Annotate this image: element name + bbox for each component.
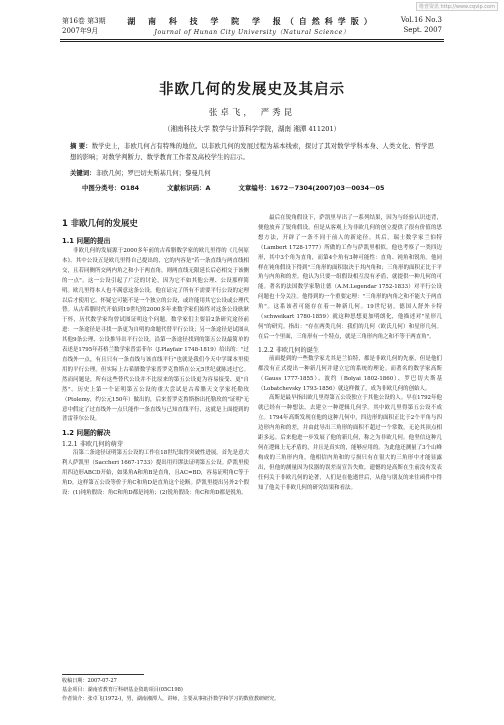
abstract-text: 数学史上，非欧几何占有特殊的地位。以非欧几何的发展过程为基本线索，探讨了其对数学学科本身、人类文化、哲学思想的影响；对数学判断力、数学教育工作者及高校学生的启示。 <box>70 142 435 161</box>
issue-label: 第16卷 第3期 <box>62 17 106 25</box>
subsection-heading: 1.2 问题的解决 <box>62 429 111 438</box>
clc-number: 中图分类号：O184 <box>82 184 140 192</box>
body-paragraph: 高斯是最早指出欧几里得第五公设独立于其他公设的人。早在1792年他就已经有一种想法，去建立一种逻辑几何学。其中欧几里得第五公设不成立。1794年高斯发现在他的这种几何中，四边形的面积正比于2个平角与四边形内角和的差，并由此导出三角形的面积不超过一个常数，无论其顶点相距多远。后来他进一步发展了他的新几何，称之为非欧几何。他坚信这种几何在逻辑上无矛盾的，并且是真实的，能够应用的。为此他还测量了3个山峰构成的三角形内角，他相信内角和的亏损只有在很大的三角形中才能显露出，但他的测量因为仪器的误差而宣告失败。遗憾的是高斯在生前没有发表任何关于非欧几何的论著，人们是在他逝世后，从他与朋友的来往函件中得知了他关于非欧几何的研究结果和看法。 <box>258 395 442 491</box>
subsubsection-heading: 1.2.1 非欧几何的萌芽 <box>62 441 124 449</box>
author-affiliation: （湘南科技大学 数学与计算科学学院，湖南 湘潭 411201） <box>163 125 341 133</box>
received-date: 收稿日期：2007-07-27 <box>62 678 117 684</box>
volume-label: Vol.16 No.3 <box>400 16 442 24</box>
issue-date-en: Sept. 2007 <box>403 26 442 34</box>
article-authors: 张卓飞， 严秀昆 <box>208 108 296 118</box>
watermark-stamp: 维普资讯 http://www.cqvip.com <box>416 2 498 11</box>
journal-title-en: Journal of Hunan City University（Natural Science） <box>154 29 350 36</box>
subsection-heading: 1.1 问题的提出 <box>62 237 111 245</box>
subsubsection-heading: 1.2.2 非欧几何的诞生 <box>258 346 320 354</box>
body-paragraph: 最后在锐角假设下，萨凯里导出了一系列结果，因为与经验认识违背，便他放弃了锐角假设。但是从客观上为非欧几何的创立提供了很有价值的思想方法，开辟了一条不同于前人的新途径。其后，瑞士数学家兰伯特（Lambert 1728-1777）所做的工作与萨凯里相似。他也考察了一类四边形，其中3个角为直角，而第4个角有3种可能性：直角、钝角和锐角。他同样在钝角假设下得到"三角形的面积取决于其内角和；三角形的面积正比于平角与内角和的差。他认为只要一组假设相互没有矛盾，就提供一种几何的可能。著名的法国数学家勒让德（A.M.Legendar 1752-1833）对平行公设问题也十分关注。他得到的一个重要定理："三角形的内角之和不能大于两直角"。这系该者可能存在着一种新几何。19世纪初，德国人舒外卡特（schweikart 1780-1859）就这种思想更加明朗化，他描述对"星形几何"的研究。指出："存在两类几何：我们的几何（欧氏几何）和星形几何。在后一个里面，三角形有一个特点，就是三角形内角之和不等于两直角"。 <box>258 215 442 340</box>
abstract-label: 摘 要： <box>70 142 92 150</box>
abstract <box>70 141 434 163</box>
right-column <box>258 214 442 493</box>
body-paragraph: 非欧几何的发展源于2000多年前的古希腊数学家的欧几里得的《几何原本》。其中公设五是欧几里得自己提出的，它的内容是"若一条直线与两直线相交，且若同侧所交两内角之和小于两直角，则两直线无限延长后必相交于该侧的一点"。这一公设引起了广泛的讨论，因为它不如其他公理、公设那样简明。欧几里得本人也不满意这条公设，他在证完了所有不需要平行公设的定理以后才使用它。怀疑它可能不是一个独立的公设，或许能用其它公设或公理代替。从古希腊时代开始到19世纪的2000多年来数学家们始终对这条公设耿耿于怀，历代数学家均曾试图证明这个问题。数学家们主要沿2条研究途径前进：一条途径是寻找一条更为自明的命题代替平行公设；另一条途径是试图从其他9条公理、公设推导出平行公设。沿第一条途径找到的第五公设最简单的表述是1795年苏格兰数学家普雷菲尔（J.Playfair 1748-1819）给出的："过直线外一点，有且只有一条直线与该直线平行"也就是我们今天中学课本里使用的平行公理。但实际上古希腊数学家普罗克鲁斯在公元5世纪就陈述过它。然而问题是，所有这些替代公设并不比原来的第五公设更为容易接受、更"自然"。历史上第一个证明第五公设的重大尝试是古希腊天文学家托勒玫（Ptolemy，约公元150年）做出的，后来普罗克鲁斯指出托勒玫的"证明"无意中假定了过直线外一点只能作一条直线与已知直线平行，这就是上面提到的普雷菲尔公设。 <box>62 248 249 423</box>
header-rule-thick <box>60 39 444 40</box>
footnote-rule <box>62 674 144 675</box>
document-code: 文献标识码：A <box>167 184 211 192</box>
keywords-label: 关键词： <box>70 169 96 177</box>
header-rule-thin <box>60 41 444 42</box>
body-paragraph: 沿第二条途径证明第五公设的工作在18世纪取得突破性进展。首先是意大利人萨凯里（Saccheri 1667-1733）提出用归谬法证明第五公设。萨凯里使用四边形ABCD开始，如果角A和角B是直角，且AC=BD，容易证明角C等于角D。这样第五公设等价于角C和角D是直角这个论断。萨凯里提出另外2个假设：(1)钝角假设：角C和角D都是钝角；(2)锐角假设：角C和角D都是锐角。 <box>62 450 249 496</box>
left-column <box>62 217 249 499</box>
keywords <box>70 168 434 177</box>
article-id: 文章编号：1672－7304(2007)03－0034－05 <box>238 184 385 192</box>
footnote <box>62 677 279 705</box>
fund-info: 基金项目：湖南省教育厅科研基金资助项目(05C198) <box>62 687 183 694</box>
classification-line <box>82 183 442 192</box>
journal-title-cn: 湖 南 科 技 学 院 学 报（自然科学版） <box>127 16 377 26</box>
running-header <box>0 10 504 50</box>
body-paragraph: 前面提到的一些数学家尤其是兰伯特，都是非欧几何的先驱，但是他们都没有正式提出一种新几何并建立它的系统的理论。而著名的数学家高斯（Gauss 1777-1855）、波约（Bolyai 1802-1860）、罗巴切夫斯基（Lobatchevsky 1793-1856）就这样做了，成为非欧几何的创始人。 <box>258 355 442 392</box>
section-heading: 1 非欧几何的发展史 <box>62 218 138 228</box>
issue-date-cn: 2007年9月 <box>62 27 99 35</box>
keywords-text: 非欧几何；罗巴切夫斯基几何；黎曼几何 <box>95 169 211 177</box>
author-bio: 作者简介：张卓飞(1972-)，男，湖南湘潭人，讲师，主要从事拓扑数学和学习的数值教研研究。 <box>62 696 280 703</box>
article-title: 非欧几何的发展史及其启示 <box>159 81 345 98</box>
